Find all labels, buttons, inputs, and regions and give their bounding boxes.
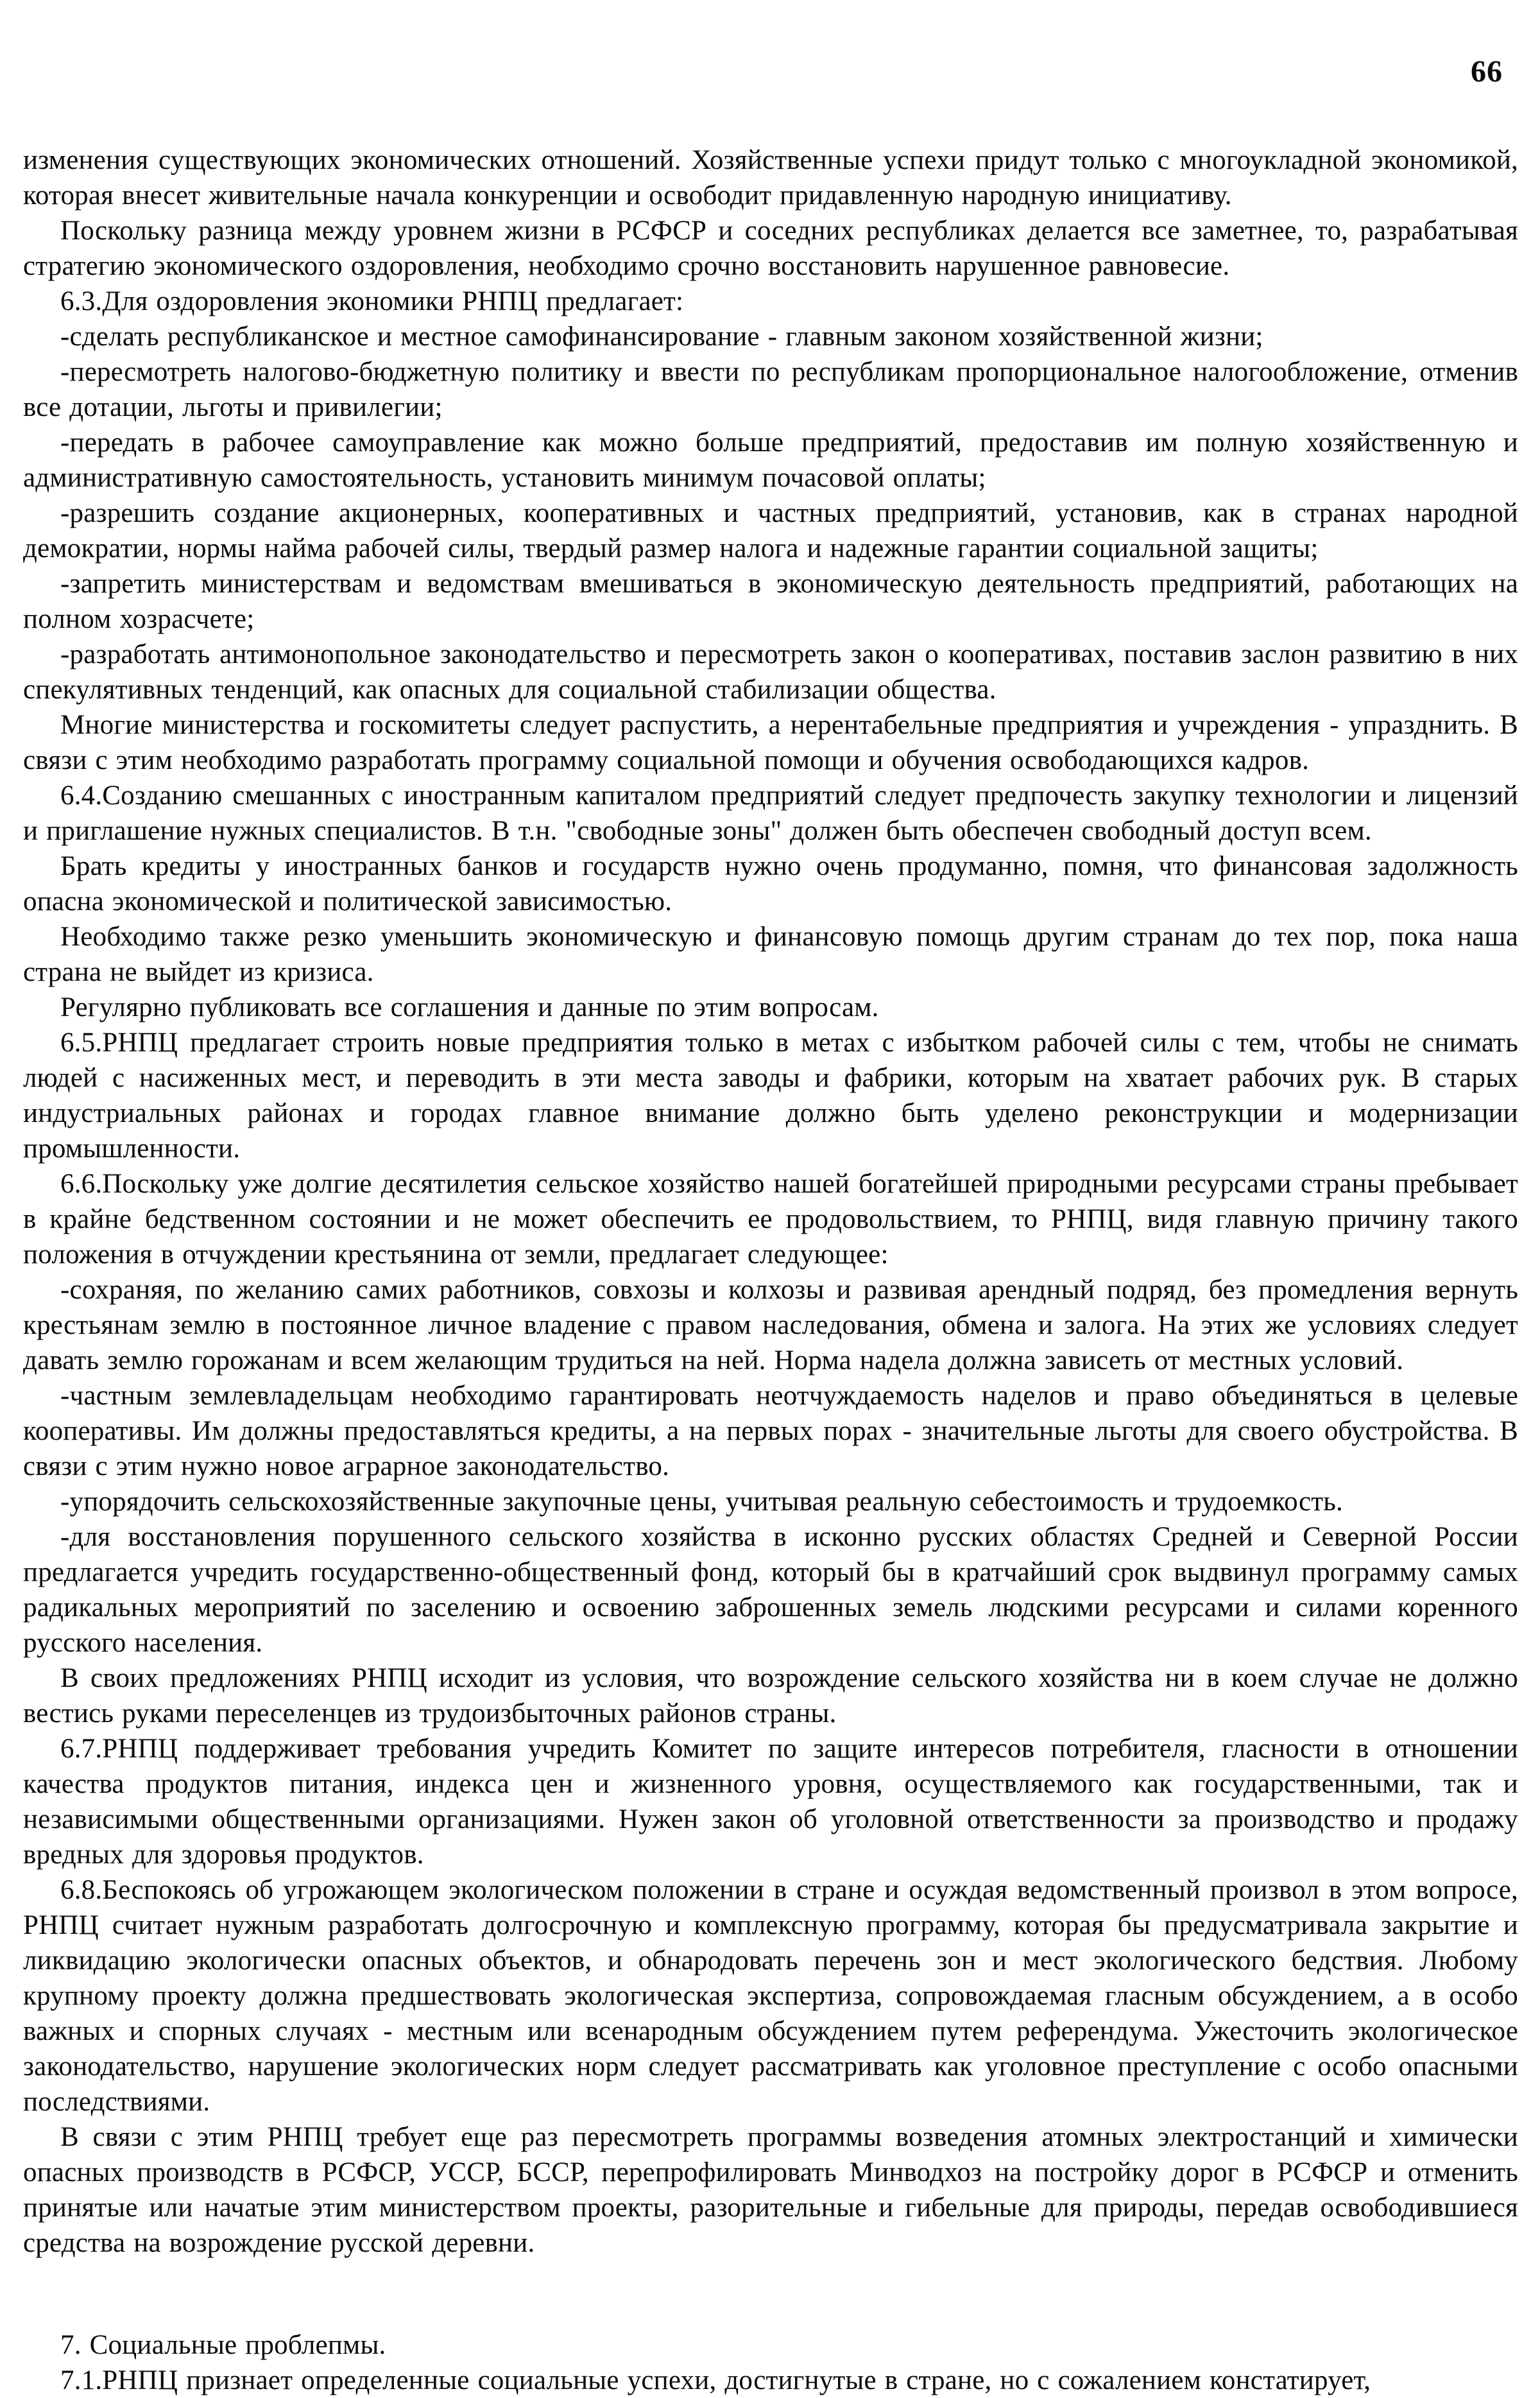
paragraph: -запретить министерствам и ведомствам вмешиваться в экономическую деятельность предприятий, работающих на полном хозрасчете; xyxy=(23,569,1518,634)
paragraph: 6.3.Для оздоровления экономики РНПЦ предлагает: xyxy=(60,286,684,316)
paragraph: 6.6.Поскольку уже долгие десятилетия сельское хозяйство нашей богатейшей природными ресурсами страны пребывает в крайне бедственном состоянии и не может обеспечить ее продовольствием, то РНПЦ, видя главную причину такого положения в отчуждении крестьянина от земли, предлагает следующее: xyxy=(23,1169,1518,1270)
paragraph: -сделать республиканское и местное самофинансирование - главным законом хозяйственной жизни; xyxy=(60,322,1263,352)
section-heading: 7. Социальные проблепмы. xyxy=(60,2330,386,2360)
paragraph: -упорядочить сельскохозяйственные закупочные цены, учитывая реальную себестоимость и трудоемкость. xyxy=(60,1487,1343,1517)
paragraph: 6.5.РНПЦ предлагает строить новые предприятия только в метах с избытком рабочей силы с тем, чтобы не снимать людей с насиженных мест, и переводить в эти места заводы и фабрики, которым на хватает рабочих рук. В старых индустриальных районах и городах главное внимание должно быть уделено реконструкции и модернизации промышленности. xyxy=(23,1028,1518,1164)
paragraph: -сохраняя, по желанию самих работников, совхозы и колхозы и развивая арендный подряд, без промедления вернуть крестьянам землю в постоянное личное владение с правом наследования, обмена и залога. На этих же условиях следует давать землю горожанам и всем желающим трудиться на ней. Норма надела должна зависеть от местных условий. xyxy=(23,1275,1518,1376)
paragraph: Брать кредиты у иностранных банков и государств нужно очень продуманно, помня, что финансовая задолжность опасна экономической и политической зависимостью. xyxy=(23,851,1518,917)
paragraph: В связи с этим РНПЦ требует еще раз пересмотреть программы возведения атомных электростанций и химически опасных производств в РСФСР, УССР, БССР, перепрофилировать Минводхоз на постройку дорог в РСФСР и отменить принятые или начатые этим министерством проекты, разорительные и гибельные для природы, передав освободившиеся средства на возрождение русской деревни. xyxy=(23,2122,1518,2258)
paragraph: -разработать антимонопольное законодательство и пересмотреть закон о кооперативах, поставив заслон развитию в них спекулятивных тенденций, как опасных для социальной стабилизации общества. xyxy=(23,639,1518,705)
paragraph: -разрешить создание акционерных, кооперативных и частных предприятий, установив, как в странах народной демократии, нормы найма рабочей силы, твердый размер налога и надежные гарантии социальной защиты; xyxy=(23,498,1518,564)
page-number: 66 xyxy=(1471,55,1503,89)
paragraph: -для восстановления порушенного сельского хозяйства в исконно русских областях Средней и Северной России предлагается учредить государственно-общественный фонд, который бы в кратчайший срок выдвинул программу самых радикальных мероприятий по заселению и освоению заброшенных земель людскими ресурсами и силами коренного русского населения. xyxy=(23,1522,1518,1658)
paragraph: -передать в рабочее самоуправление как можно больше предприятий, предоставив им полную хозяйственную и административную самостоятельность, установить минимум почасовой оплаты; xyxy=(23,427,1518,493)
paragraph: -пересмотреть налогово-бюджетную политику и ввести по республикам пропорциональное налогообложение, отменив все дотации, льготы и привилегии; xyxy=(23,357,1518,422)
document-body xyxy=(23,142,1518,2398)
paragraph: Многие министерства и госкомитеты следует распустить, а нерентабельные предприятия и учреждения - упразднить. В связи с этим необходимо разработать программу социальной помощи и обучения освободающихся кадров. xyxy=(23,710,1518,775)
paragraph: Необходимо также резко уменьшить экономическую и финансовую помощь другим странам до тех пор, пока наша страна не выйдет из кризиса. xyxy=(23,922,1518,987)
paragraph: -частным землевладельцам необходимо гарантировать неотчуждаемость наделов и право объединяться в целевые кооперативы. Им должны предоставляться кредиты, а на первых порах - значительные льготы для своего обустройства. В связи с этим нужно новое аграрное законодательство. xyxy=(23,1381,1518,1481)
paragraph: Регулярно публиковать все соглашения и данные по этим вопросам. xyxy=(60,992,879,1022)
paragraph: изменения существующих экономических отношений. Хозяйственные успехи придут только с многоукладной экономикой, которая внесет живительные начала конкуренции и освободит придавленную народную инициативу. xyxy=(23,145,1518,211)
paragraph: 6.7.РНПЦ поддерживает требования учредить Комитет по защите интересов потребителя, гласности в отношении качества продуктов питания, индекса цен и жизненного уровня, осуществляемого как государственными, так и независимыми общественными организациями. Нужен закон об уголовной ответственности за производство и продажу вредных для здоровья продуктов. xyxy=(23,1734,1518,1870)
paragraph: Поскольку разница между уровнем жизни в РСФСР и соседних республиках делается все заметнее, то, разрабатывая стратегию экономического оздоровления, необходимо срочно восстановить нарушенное равновесие. xyxy=(23,216,1518,281)
paragraph: 7.1.РНПЦ признает определенные социальные успехи, достигнутые в стране, но с сожалением констатирует, xyxy=(60,2365,1371,2395)
paragraph: 6.8.Беспокоясь об угрожающем экологическом положении в стране и осуждая ведомственный произвол в этом вопросе, РНПЦ считает нужным разработать долгосрочную и комплексную программу, которая бы предусматривала закрытие и ликвидацию экологически опасных объектов, и обнародовать перечень зон и мест экологического бедствия. Любому крупному проекту должна предшествовать экологическая экспертиза, сопровождаемая гласным обсуждением, а в особо важных и спорных случаях - местным или всенародным обсуждением путем референдума. Ужесточить экологическое законодательство, нарушение экологических норм следует рассматривать как уголовное преступление с особо опасными последствиями. xyxy=(23,1875,1518,2117)
paragraph: В своих предложениях РНПЦ исходит из условия, что возрождение сельского хозяйства ни в коем случае не должно вестись руками переселенцев из трудоизбыточных районов страны. xyxy=(23,1663,1518,1729)
paragraph: 6.4.Созданию смешанных с иностранным капиталом предприятий следует предпочесть закупку технологии и лицензий и приглашение нужных специалистов. В т.н. "свободные зоны" должен быть обеспечен свободный доступ всем. xyxy=(23,781,1518,846)
